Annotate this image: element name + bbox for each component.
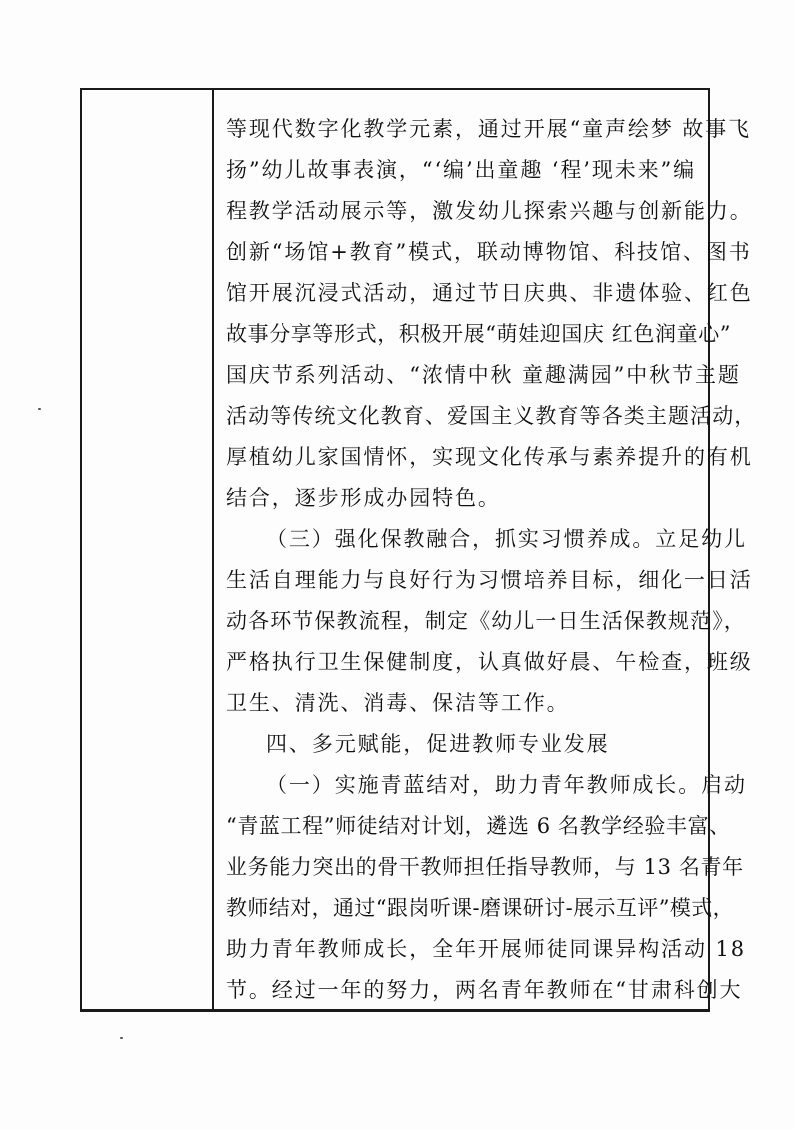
text-line: 厚植幼儿家国情怀，实现文化传承与素养提升的有机	[226, 445, 753, 469]
text-line: （一）实施青蓝结对，助力青年教师成长。启动	[266, 773, 747, 797]
text-line: 严格执行卫生保健制度，认真做好晨、午检查，班级	[226, 650, 753, 674]
text-line: 节。经过一年的努力，两名青年教师在“甘肃科创大	[226, 978, 743, 1002]
text-line: 动各环节保教流程，制定《幼儿一日生活保教规范》，	[226, 609, 746, 633]
text-line: 结合，逐步形成办园特色。	[226, 486, 501, 510]
text-line: 扬”幼儿故事表演，“‘编’出童趣 ‘程’现未来”编	[226, 158, 697, 182]
text-line: 活动等传统文化教育、爱国主义教育等各类主题活动，	[226, 404, 757, 428]
report-table	[80, 88, 757, 1012]
text-line: 业务能力突出的骨干教师担任指导教师，与 13 名青年	[226, 855, 744, 879]
text-line: “青蓝工程”师徒结对计划，遴选 6 名教学经验丰富、	[226, 814, 731, 838]
scan-speck	[120, 1037, 123, 1039]
text-line: 程教学活动展示等，激发幼儿探索兴趣与创新能力。	[226, 199, 753, 223]
text-line: 生活自理能力与良好行为习惯培养目标，细化一日活	[226, 568, 753, 592]
text-line: 创新“场馆+教育”模式，联动博物馆、科技馆、图书	[226, 240, 752, 264]
text-line: 教师结对，通过“跟岗听课-磨课研讨-展示互评”模式，	[226, 896, 735, 920]
scan-speck	[38, 408, 41, 410]
section-heading: 四、多元赋能，促进教师专业发展	[266, 732, 610, 756]
text-line: 馆开展沉浸式活动，通过节日庆典、非遗体验、红色	[226, 281, 753, 305]
table-content-cell	[214, 90, 757, 1009]
text-line: 助力青年教师成长，全年开展师徒同课异构活动 18	[226, 937, 746, 961]
table-left-column	[82, 90, 214, 1009]
text-line: 等现代数字化教学元素，通过开展“童声绘梦 故事飞	[226, 117, 752, 141]
text-line: （三）强化保教融合，抓实习惯养成。立足幼儿	[266, 527, 747, 551]
text-line: 故事分享等形式，积极开展“萌娃迎国庆 红色润童心”	[226, 322, 732, 346]
text-line: 卫生、清洗、消毒、保洁等工作。	[226, 691, 570, 715]
text-line: 国庆节系列活动、“浓情中秋 童趣满园”中秋节主题	[226, 363, 741, 387]
